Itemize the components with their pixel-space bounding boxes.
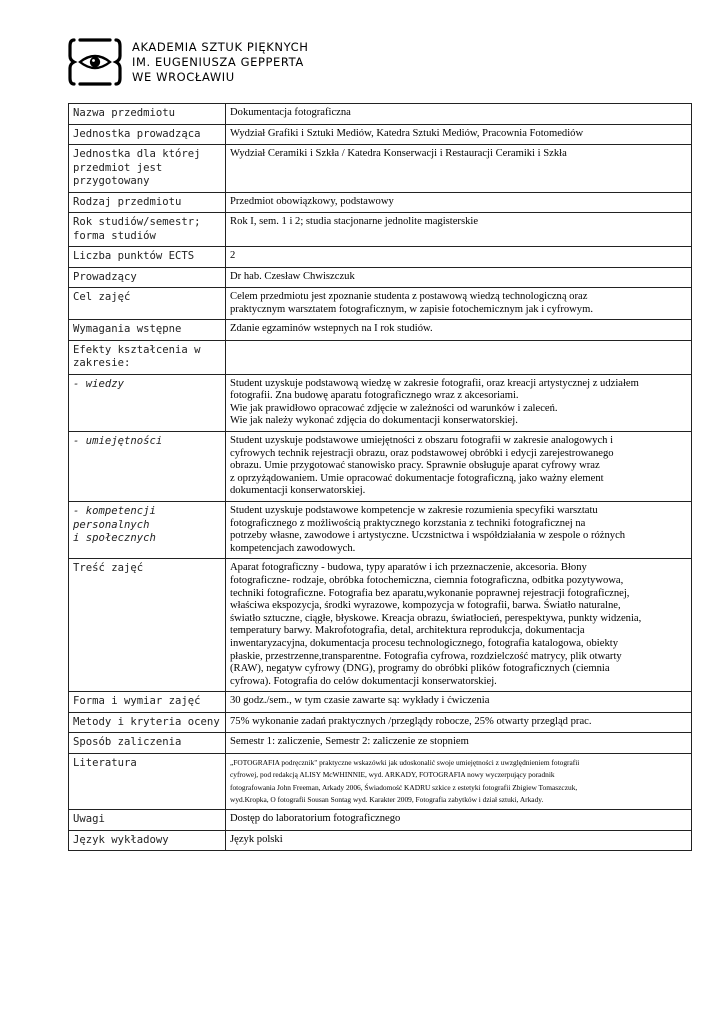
institution-name bbox=[132, 40, 308, 85]
row-instructor bbox=[69, 267, 692, 288]
row-course-name bbox=[69, 104, 692, 125]
row-assessment bbox=[69, 712, 692, 733]
row-value: Język polski bbox=[226, 830, 692, 851]
row-label: Sposób zaliczenia bbox=[69, 733, 226, 754]
row-label: Forma i wymiar zajęć bbox=[69, 692, 226, 713]
institution-name-line-3: WE WROCŁAWIU bbox=[132, 70, 235, 84]
row-label: Jednostka dla której przedmiot jest przygotowany bbox=[69, 145, 226, 193]
row-value: Wydział Ceramiki i Szkła / Katedra Konserwacji i Restauracji Ceramiki i Szkła bbox=[226, 145, 692, 193]
row-value: Aparat fotograficzny - budowa, typy aparatów i ich przeznaczenie, akcesoria. Błony fotograficzne- rodzaje, obróbka fotochemiczna, ciemnia fotograficzna, odbitka pozytywowa, techniki fotograficzne. Fotografia bez aparatu,wykonanie poprawnej rejestracji fotograficznej, właściwa ekspozycja, środki wyrazowe, kompozycja w fotografii, barwa. Światło naturalne, światło sztuczne, ciągłe, błyskowe. Kreacja obrazu, światłocień, perespektywa, punkty widzenia, temperatury barwy. Makrofotografia, detal, architektura reprodukcja, dokumentacja inwentaryzacyjna, dokumentacja procesu technologicznego, fotografia katalogowa, obiekty płaskie, przestrzenne,transparentne. Fotografia cyfrowa, rozdzielczość matrycy, plik otwarty (RAW), negatyw cyfrowy (DNG), programy do obróbki plików fotograficznych (ciemnia cyfrowa). Fotografia do celów dokumentacji konserwatorskiej. bbox=[226, 559, 692, 692]
row-label: - wiedzy bbox=[69, 374, 226, 431]
row-label: - umiejętności bbox=[69, 432, 226, 502]
institution-header bbox=[68, 32, 368, 92]
row-target-unit bbox=[69, 145, 692, 193]
row-value: „FOTOGRAFIA podręcznik" praktyczne wskazówki jak udoskonalić swoje umiejętności z uwzględnieniem fotografii cyfrowej, pod redakcją ALISY McWHINNIE, wyd. ARKADY, FOTOGRAFIA nowy wyczerpujący poradnik fotografowania John Freeman, Arkady 2006, Świadomość KADRU szkice z estetyki fotografii Zbigiew Tomaszczuk, wyd.Kropka, O fotografii Sousan Sontag wyd. Karakter 2009, Fotografia zabytków i dział sztuki, Arkady. bbox=[226, 753, 692, 810]
row-value: Dr hab. Czesław Chwiszczuk bbox=[226, 267, 692, 288]
row-label: Rodzaj przedmiotu bbox=[69, 192, 226, 213]
row-label: Literatura bbox=[69, 753, 226, 810]
row-notes bbox=[69, 810, 692, 831]
row-course-goal bbox=[69, 288, 692, 320]
row-value: Dokumentacja fotograficzna bbox=[226, 104, 692, 125]
row-value: Rok I, sem. 1 i 2; studia stacjonarne jednolite magisterskie bbox=[226, 213, 692, 247]
institution-name-line-1: AKADEMIA SZTUK PIĘKNYCH bbox=[132, 40, 309, 54]
row-label: Nazwa przedmiotu bbox=[69, 104, 226, 125]
row-value bbox=[226, 340, 692, 374]
row-value: Semestr 1: zaliczenie, Semestr 2: zaliczenie ze stopniem bbox=[226, 733, 692, 754]
course-syllabus-table bbox=[68, 103, 692, 851]
row-value: Student uzyskuje podstawowe kompetencje w zakresie rozumienia specyfiki warsztatu fotograficznego z możliwością praktycznego korzstania z techniki fotograficznej na potrzeby własne, zawodowe i artystyczne. Uczstnictwa i współdziałania w zespole o różnych kompetencjach zawodowych. bbox=[226, 502, 692, 559]
row-value: Przedmiot obowiązkowy, podstawowy bbox=[226, 192, 692, 213]
row-label: Język wykładowy bbox=[69, 830, 226, 851]
row-value: Dostęp do laboratorium fotograficznego bbox=[226, 810, 692, 831]
institution-name-line-2: IM. EUGENIUSZA GEPPERTA bbox=[132, 55, 304, 69]
row-label: Liczba punktów ECTS bbox=[69, 247, 226, 268]
row-language bbox=[69, 830, 692, 851]
row-label: Treść zajęć bbox=[69, 559, 226, 692]
row-skills bbox=[69, 432, 692, 502]
row-label: Metody i kryteria oceny bbox=[69, 712, 226, 733]
row-label: Prowadzący bbox=[69, 267, 226, 288]
row-teaching-unit bbox=[69, 124, 692, 145]
row-competences bbox=[69, 502, 692, 559]
academy-logo-icon bbox=[68, 36, 122, 88]
row-label: Jednostka prowadząca bbox=[69, 124, 226, 145]
row-label: Rok studiów/semestr; forma studiów bbox=[69, 213, 226, 247]
row-value: 30 godz./sem., w tym czasie zawarte są: wykłady i ćwiczenia bbox=[226, 692, 692, 713]
row-learning-outcomes bbox=[69, 340, 692, 374]
row-pass-method bbox=[69, 733, 692, 754]
row-label: Uwagi bbox=[69, 810, 226, 831]
row-course-type bbox=[69, 192, 692, 213]
row-value: Wydział Grafiki i Sztuki Mediów, Katedra Sztuki Mediów, Pracownia Fotomediów bbox=[226, 124, 692, 145]
row-label: Efekty kształcenia w zakresie: bbox=[69, 340, 226, 374]
row-ects bbox=[69, 247, 692, 268]
row-value: Celem przedmiotu jest zpoznanie studenta z postawową wiedzą technologiczną oraz praktycznym warsztatem fotograficznym, w zapisie fotochemicznym jak i cyfrowym. bbox=[226, 288, 692, 320]
row-label: Cel zajęć bbox=[69, 288, 226, 320]
row-value: Zdanie egzaminów wstepnych na I rok studiów. bbox=[226, 320, 692, 341]
row-knowledge bbox=[69, 374, 692, 431]
row-value: 2 bbox=[226, 247, 692, 268]
row-label: - kompetencji personalnych i społecznych bbox=[69, 502, 226, 559]
row-class-form bbox=[69, 692, 692, 713]
row-course-content bbox=[69, 559, 692, 692]
row-prerequisites bbox=[69, 320, 692, 341]
row-study-year bbox=[69, 213, 692, 247]
row-value: 75% wykonanie zadań praktycznych /przeglądy robocze, 25% otwarty przegląd prac. bbox=[226, 712, 692, 733]
row-label: Wymagania wstępne bbox=[69, 320, 226, 341]
row-value: Student uzyskuje podstawowe umiejętności z obszaru fotografii w zakresie analogowych i cyfrowych technik rejestracji obrazu, oraz podstawowej obróbki i edycji zarejestrowanego obrazu. Umie przygotować stanowisko pracy. Sprawnie obsługuje aparat cyfrowy wraz z oprzyżądowaniem. Umie opracować dokumentacje fotograficzną, jako ważny element dokumentacji konserwatorskiej. bbox=[226, 432, 692, 502]
row-value: Student uzyskuje podstawową wiedzę w zakresie fotografii, oraz kreacji artystycznej z udziałem fotografii. Zna budowę aparatu fotograficznego wraz z akcesoriami. Wie jak prawidłowo opracować zdjęcie w zależności od warunków i zaleceń. Wie jak należy wykonać zdjęcia do dokumentacji konserwatorskiej. bbox=[226, 374, 692, 431]
row-literature bbox=[69, 753, 692, 810]
